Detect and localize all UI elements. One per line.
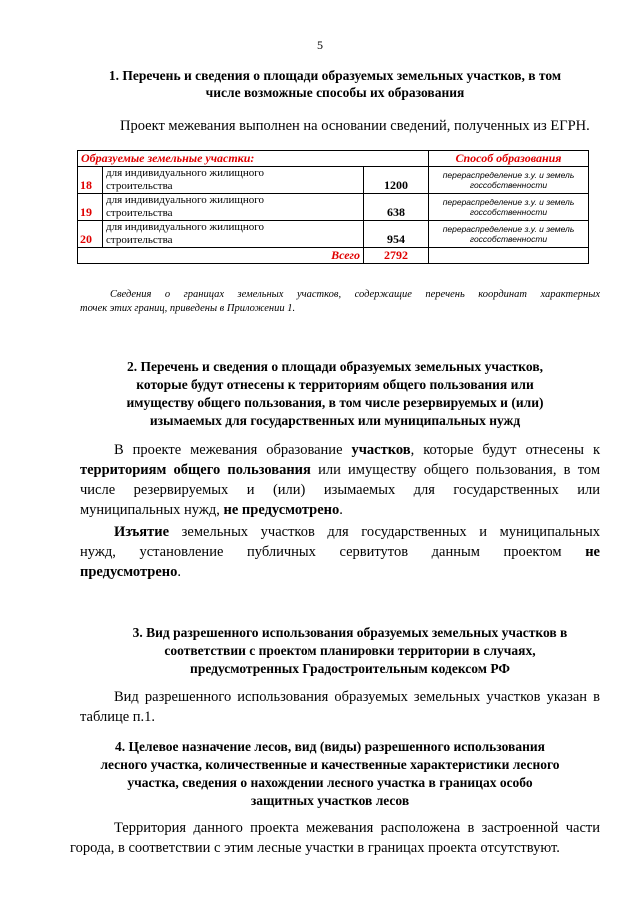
text-run: участков (351, 442, 411, 458)
section-1-title-line: 1. Перечень и сведения о площади образуемых земельных участков, в том (108, 68, 562, 83)
section-3-paragraph (80, 687, 600, 727)
plot-description-line: строительства (106, 180, 173, 192)
paragraph-line: города, в соответствии с этим лесные участки в границах проекта отсутствуют. (70, 840, 560, 856)
note-line: Сведения о границах земельных участков, содержащие перечень координат характерных (110, 289, 600, 300)
plot-method-line: госсобственности (469, 234, 548, 244)
paragraph-line (80, 542, 600, 562)
text-run: земельных участков для государственных и муниципальных (169, 524, 600, 540)
plot-area: 954 (364, 221, 429, 248)
plot-description-line: строительства (106, 234, 173, 246)
section-2-paragraph-1 (80, 440, 600, 520)
plot-method (429, 167, 589, 194)
plot-description-line: для индивидуального жилищного (106, 194, 265, 206)
plot-description-line: для индивидуального жилищного (106, 221, 265, 233)
paragraph-line (80, 500, 600, 520)
text-run: . (339, 502, 343, 518)
table-header-plots: Образуемые земельные участки: (78, 151, 429, 167)
table-row (78, 194, 589, 221)
paragraph-line (80, 687, 600, 707)
plot-number: 19 (78, 194, 103, 221)
plot-description (103, 221, 364, 248)
paragraph-line (80, 440, 600, 460)
paragraph-line: таблице п.1. (80, 709, 156, 725)
section-3-title-line: соответствии с проектом планировки территории в случаях, (164, 643, 536, 658)
table-row (78, 221, 589, 248)
paragraph-line: числе резервируемых и (или) изымаемых для государственных или (80, 482, 600, 498)
plot-number: 20 (78, 221, 103, 248)
section-4-paragraph (70, 818, 600, 858)
plot-area: 638 (364, 194, 429, 221)
section-4-title-line: защитных участков лесов (250, 793, 410, 808)
section-3-title-line: предусмотренных Градостроительным кодексом РФ (190, 661, 510, 676)
plot-method-line: перераспределение з.у. и земель (442, 224, 575, 234)
total-value: 2792 (364, 248, 429, 264)
plot-method (429, 221, 589, 248)
plot-method-line: госсобственности (469, 207, 548, 217)
paragraph-line (80, 522, 600, 542)
text-run: . (177, 564, 182, 580)
text-run: не (585, 544, 600, 560)
section-4-title-line: участка, сведения о нахождении лесного участка в границах особо (127, 775, 533, 790)
text-run: , которые будут отнесены к (410, 442, 600, 458)
plot-method-line: госсобственности (469, 180, 548, 190)
section-2-title-line: имуществу общего пользования, в том числе резервируемых и (или) (126, 395, 544, 410)
section-2-title-line: 2. Перечень и сведения о площади образуемых земельных участков, (127, 359, 543, 374)
section-3-title (90, 624, 610, 678)
plot-method-line: перераспределение з.у. и земель (442, 197, 575, 207)
section-1-intro: Проект межевания выполнен на основании сведений, полученных из ЕГРН. (120, 118, 590, 134)
text-run: Территория данного проекта межевания расположена в застроенной части (114, 820, 600, 836)
paragraph-line (70, 818, 600, 838)
paragraph-line (80, 562, 600, 582)
text-run: нужд, установление публичных сервитутов данным проектом (80, 544, 586, 560)
text-run: или имуществу общего пользования, в том (310, 462, 600, 478)
table-header-row (78, 151, 589, 167)
coordinates-note (80, 288, 600, 316)
table-total-row (78, 248, 589, 264)
paragraph-line (80, 460, 600, 480)
section-3-title-line: 3. Вид разрешенного использования образуемых земельных участков в (132, 625, 568, 640)
section-2-title-line: которые будут отнесены к территориям общего пользования или (136, 377, 534, 392)
text-run: В проекте межевания образование (114, 442, 352, 458)
table-header-method: Способ образования (429, 151, 589, 167)
text-run: Вид разрешенного использования образуемых земельных участков указан в (114, 689, 600, 705)
page-number: 5 (317, 38, 323, 52)
note-line: точек этих границ, приведены в Приложении 1. (80, 303, 296, 314)
text-run: предусмотрено (80, 564, 178, 580)
total-label: Всего (78, 248, 364, 264)
plot-area: 1200 (364, 167, 429, 194)
section-4-title-line: лесного участка, количественные и качественные характеристики лесного (100, 757, 560, 772)
section-4-title (70, 738, 590, 810)
plot-method (429, 194, 589, 221)
plot-description (103, 167, 364, 194)
plot-method-line: перераспределение з.у. и земель (442, 170, 575, 180)
section-2-title-line: изымаемых для государственных или муниципальных нужд (149, 413, 521, 428)
text-run: Изъятие (114, 524, 170, 540)
section-2-title (90, 358, 580, 430)
text-run: территориям общего пользования (80, 462, 311, 478)
section-4-title-line: 4. Целевое назначение лесов, вид (виды) разрешенного использования (115, 739, 545, 754)
plot-description (103, 194, 364, 221)
plot-description-line: для индивидуального жилищного (106, 167, 265, 179)
total-empty-cell (429, 248, 589, 264)
plots-table (77, 150, 589, 264)
plot-description-line: строительства (106, 207, 173, 219)
table-row (78, 167, 589, 194)
section-1-title (60, 67, 610, 101)
plot-number: 18 (78, 167, 103, 194)
plots-table-wrap (77, 150, 589, 264)
section-2-paragraph-2 (80, 522, 600, 582)
text-run: муниципальных нужд, (80, 502, 224, 518)
text-run: не предусмотрено (223, 502, 340, 518)
section-1-title-line: числе возможные способы их образования (205, 85, 465, 100)
